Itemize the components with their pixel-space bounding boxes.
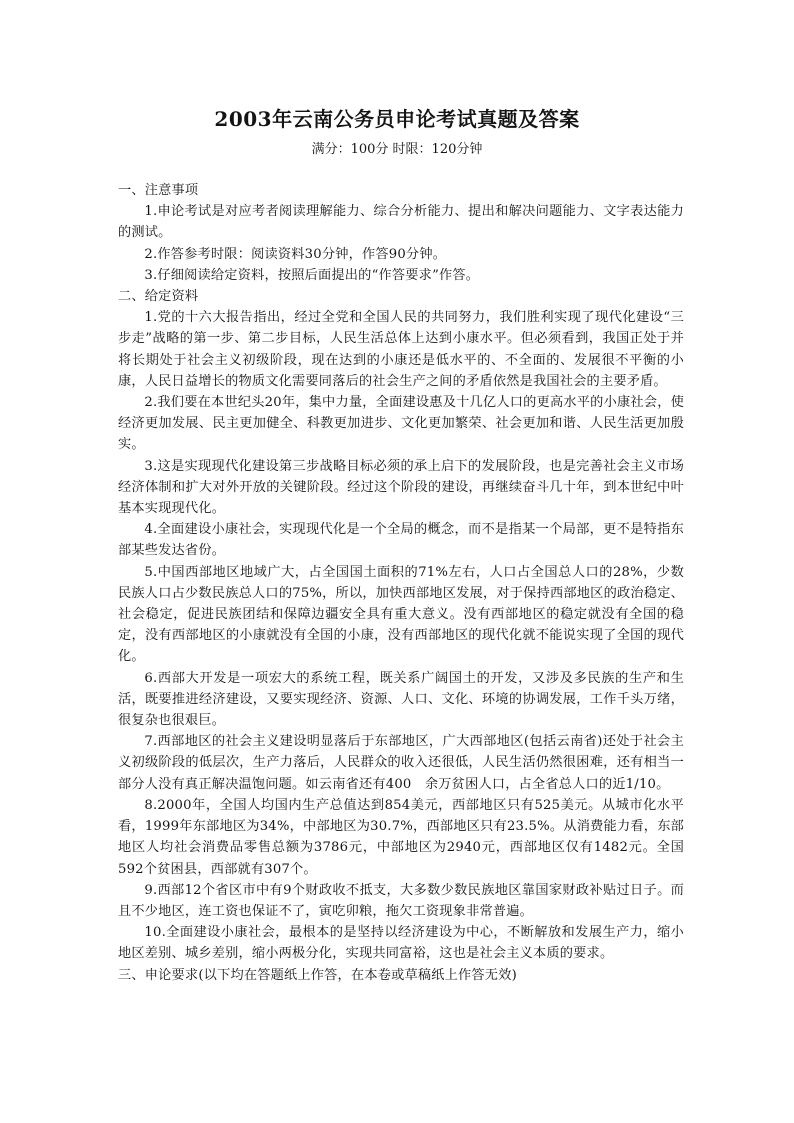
section-heading-notes: 一、注意事项 (118, 183, 199, 198)
paragraph: 10.全面建设小康社会，最根本的是坚持以经济建设为中心，不断解放和发展生产力，缩小地区差别、城乡差别，缩小两极分化，实现共同富裕，这也是社会主义本质的要求。 (118, 925, 684, 962)
paragraph: 4.全面建设小康社会，实现现代化是一个全局的概念，而不是指某一个局部，更不是特指东部某些发达省份。 (118, 522, 684, 559)
paragraph: 3.仔细阅读给定资料，按照后面提出的“作答要求”作答。 (144, 267, 480, 283)
paragraph: 7.西部地区的社会主义建设明显落后于东部地区，广大西部地区(包括云南省)还处于社会主义初级阶段的低层次，生产力落后，人民群众的收入还很低，人民生活仍然很困难，还有相当一部分人没有真正解决温饱问题。如云南省还有400 余万贫困人口，占全省总人口的近1/10。 (118, 734, 684, 792)
paragraph: 1.党的十六大报告指出，经过全党和全国人民的共同努力，我们胜利实现了现代化建设“三步走”战略的第一步、第二步目标，人民生活总体上达到小康水平。但必须看到，我国正处于并将长期处于社会主义初级阶段，现在达到的小康还是低水平的、不全面的、发展很不平衡的小康，人民日益增长的物质文化需要同落后的社会生产之间的矛盾依然是我国社会的主要矛盾。 (118, 310, 684, 389)
paragraph: 1.申论考试是对应考者阅读理解能力、综合分析能力、提出和解决问题能力、文字表达能力的测试。 (118, 204, 684, 241)
paragraph: 9.西部12个省区市中有9个财政收不抵支，大多数少数民族地区靠国家财政补贴过日子。而且不少地区，连工资也保证不了，寅吃卯粮，拖欠工资现象非常普遍。 (118, 882, 684, 919)
paragraph: 8.2000年，全国人均国内生产总值达到854美元，西部地区只有525美元。从城市化水平看，1999年东部地区为34%，中部地区为30.7%，西部地区只有23.5%。从消费能力看，东部地区人均社会消费品零售总额为3786元，中部地区为2940元，西部地区仅有1482元。全国592个贫困县，西部就有307个。 (118, 797, 684, 877)
document-title: 2003年云南公务员申论考试真题及答案 (214, 107, 580, 131)
paragraph: 6.西部大开发是一项宏大的系统工程，既关系广阔国土的开发，又涉及多民族的生产和生活，既要推进经济建设，又要实现经济、资源、人口、文化、环境的协调发展，工作千头万绪，很复杂也很艰巨。 (118, 670, 684, 729)
paragraph: 5.中国西部地区地域广大，占全国国土面积的71%左右，人口占全国总人口的28%，少数民族人口占少数民族总人口的75%，所以，加快西部地区发展，对于保持西部地区的政治稳定、社会稳定，促进民族团结和保障边疆安全具有重大意义。没有西部地区的稳定就没有全国的稳定，没有西部地区的小康就没有全国的小康，没有西部地区的现代化就不能说实现了全国的现代化。 (118, 564, 684, 665)
paragraph: 2.我们要在本世纪头20年，集中力量，全面建设惠及十几亿人口的更高水平的小康社会，使经济更加发展、民主更加健全、科教更加进步、文化更加繁荣、社会更加和谐、人民生活更加殷实。 (118, 395, 684, 453)
document-body (118, 180, 684, 986)
paragraph: 2.作答参考时限：阅读资料30分钟，作答90分钟。 (144, 246, 447, 262)
section-heading-materials: 二、给定资料 (118, 289, 199, 305)
section-heading-requirements: 三、申论要求(以下均在答题纸上作答，在本卷或草稿纸上作答无效) (118, 967, 517, 983)
document-subtitle: 满分：100分 时限：120分钟 (311, 142, 483, 157)
paragraph: 3.这是实现现代化建设第三步战略目标必须的承上启下的发展阶段，也是完善社会主义市场经济体制和扩大对外开放的关键阶段。经过这个阶段的建设，再继续奋斗几十年，到本世纪中叶基本实现现代化。 (118, 458, 684, 517)
